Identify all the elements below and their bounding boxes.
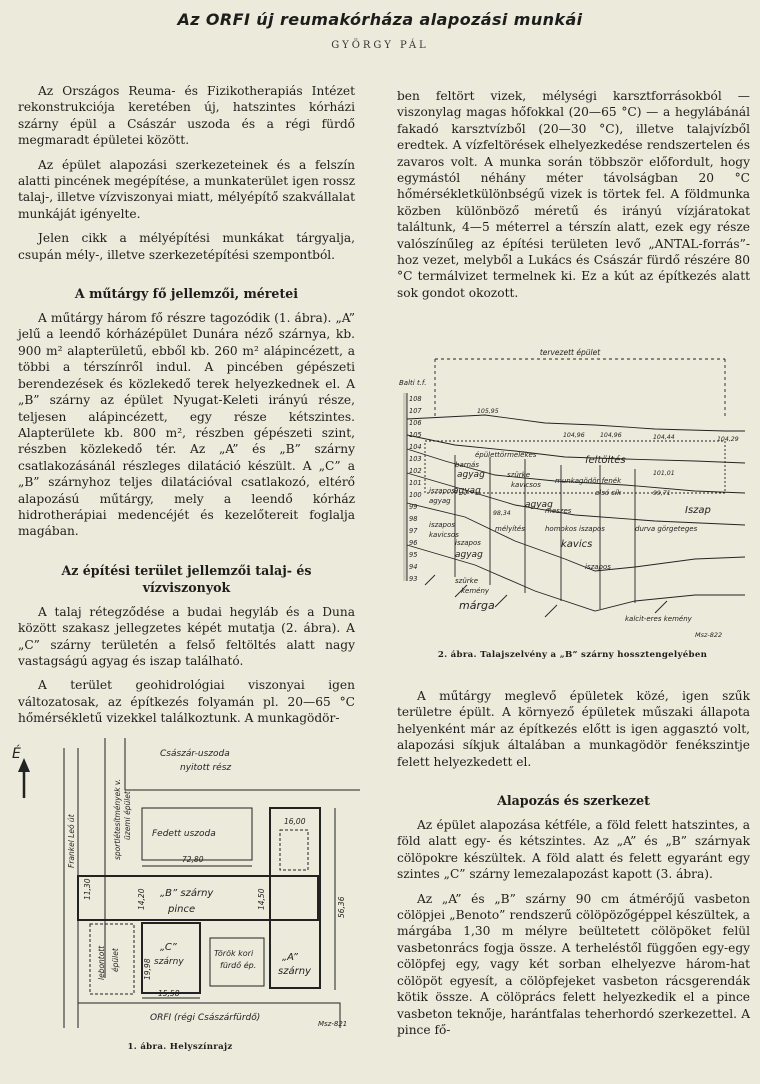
- soil-label: márga: [459, 599, 495, 612]
- soil-label: feltöltés: [585, 455, 626, 466]
- b-wing-basement-label: pince: [168, 904, 196, 915]
- level-tick: 94: [409, 563, 418, 571]
- drawing-stamp: Msz-821: [318, 1020, 348, 1028]
- paragraph: A talaj rétegződése a budai hegyláb és a Duna között szakasz jellegzetes képét mutatja (2. ábra). A „C” szárny területén a felső feltöltés alatt nagy vastagságú agyag és iszap található.: [18, 604, 355, 668]
- soil-label: kalcit-eres kemény: [625, 615, 692, 623]
- section-heading: A műtárgy fő jellemzői, méretei: [74, 286, 299, 302]
- spot-elevation: 98,34: [493, 510, 511, 517]
- soil-label: iszapos: [585, 563, 611, 571]
- level-tick: 103: [409, 455, 422, 463]
- dimension-label: 19,98: [143, 958, 152, 980]
- level-tick: 97: [409, 527, 418, 535]
- soil-label: épülettörmelékes: [475, 451, 537, 459]
- soil-label: iszapos: [429, 521, 455, 529]
- planned-building-label: tervezett épület: [539, 348, 601, 357]
- epulet-label: épület: [111, 948, 120, 972]
- level-tick: 101: [409, 479, 422, 487]
- spot-elevation: 104,96: [563, 432, 585, 439]
- spot-elevation: 99,71: [653, 490, 671, 497]
- c-wing-label: „C”: [160, 942, 177, 953]
- soil-label: agyag: [455, 550, 483, 560]
- level-tick: 105: [409, 431, 422, 439]
- soil-label: durva görgeteges: [635, 525, 698, 533]
- soil-label: alsó sík: [595, 489, 622, 497]
- axis-label: Balti t.f.: [399, 379, 427, 387]
- dimension-label: 14,20: [137, 888, 146, 910]
- soil-label: kavics: [561, 539, 593, 550]
- soil-label: iszapos: [429, 487, 455, 495]
- a-wing-label2: szárny: [278, 966, 311, 977]
- street-label: Frankel Leó út: [67, 814, 76, 868]
- level-tick: 96: [409, 539, 418, 547]
- c-wing-label2: szárny: [154, 957, 184, 967]
- soil-label: munkagödör fenék: [555, 477, 622, 485]
- paragraph: Az „A” és „B” szárny 90 cm átmérőjű vasbeton cölöpjei „Benoto” rendszerű cölöpözőgéppel készültek, a márgába 1,30 m mélyre beültetett cölöpöket felül vasbetonrács fogja össze. A terheléstől függően egy-egy cölöpfej egy, vagy két sorban elhelyezve három-hat cölöpöt egyesít, a cölöpfejeket vasbeton rácsgerendák kötik össze. A cölöprács felett helyezkedik el a pince vasbeton teknője, harántfalas teherhordó szerkezettel. A pince fő-: [397, 891, 750, 1037]
- orfi-label: ORFI (régi Császárfürdő): [150, 1013, 261, 1023]
- drawing-stamp: Msz-822: [695, 631, 723, 639]
- torok-furdo-label2: fürdő ép.: [220, 961, 257, 970]
- right-column-top: [397, 88, 750, 301]
- level-tick: 100: [409, 491, 422, 499]
- article-title: Az ORFI új reumakórháza alapozási munkái: [177, 10, 583, 29]
- sport-label: sportlétesítmények v.: [113, 778, 122, 860]
- soil-profile-drawing: [395, 345, 750, 645]
- spot-elevation: 101,01: [653, 470, 675, 477]
- spot-elevation: 104,96: [600, 432, 622, 439]
- level-tick: 104: [409, 443, 422, 451]
- soil-label: meszes: [545, 507, 572, 515]
- site-plan-drawing: [0, 728, 360, 1038]
- a-wing-label: „A”: [282, 952, 298, 963]
- level-tick: 95: [409, 551, 418, 559]
- article-author: GYÖRGY PÁL: [331, 40, 429, 51]
- soil-label: kemény: [461, 587, 490, 595]
- dimension-label: 11,30: [83, 878, 92, 900]
- paragraph: Az épület alapozása kétféle, a föld felett hatszintes, a föld alatt egy- és kétszintes. Az „A” és „B” szárnyak cölöpokre készültek. A föld alatt és felett egyaránt egy szintes „C” szárny lemezalapozást kapott (3. ábra).: [397, 818, 750, 882]
- dimension-label: 14,50: [257, 888, 266, 910]
- level-tick: 93: [409, 575, 418, 583]
- north-label: É: [12, 746, 21, 762]
- left-column: [18, 83, 355, 727]
- paragraph: ben feltört vizek, mélységi karsztforrásokból — viszonylag magas hőfokkal (20—65 °C) — a hegylábánál fakadó karsztvízből (20—30 °C), illetve talajvízből eredtek. A vízfeltörések elhelyezkedése rendszertelen és zavaros volt. A munka során többször előfordult, hogy egymástól néhány méter távolságban 20 °C hőmérsékletkülönbségű vizek is törtek fel. A földmunka közben különböző méretű és irányú vízjáratokat találtunk, 4—5 méterrel a térszín alatt, ezek egy része valószínűleg az építési területen levő „ANTAL-forrás”-hoz vezet, melyből a Lukács és Császár fürdő részére 80 °C termálvizet termelnek ki. Ez a kút az építkezés alatt sok gondot okozott.: [397, 89, 750, 300]
- site-plan-figure: [0, 728, 360, 1038]
- soil-label: agyag: [457, 470, 485, 480]
- soil-label: szürke: [507, 471, 530, 479]
- level-tick: 98: [409, 515, 418, 523]
- level-tick: 99: [409, 503, 418, 511]
- spot-elevation: 104,44: [653, 434, 675, 441]
- paragraph: A terület geohidrológiai viszonyai igen változatosak, az építkezés folyamán pl. 20—65 °C hőmérsékletű vizekkel találkoztunk. A munkagödör-: [18, 678, 355, 726]
- b-wing-label: „B” szárny: [160, 888, 214, 899]
- soil-label: Iszap: [685, 505, 711, 516]
- uzemi-label: üzemi épület: [123, 791, 132, 840]
- level-tick: 102: [409, 467, 422, 475]
- lebontott-label: lebontott: [97, 945, 106, 980]
- paragraph: Jelen cikk a mélyépítési munkákat tárgyalja, csupán mély-, illetve szerkezetépítési szempontból.: [18, 231, 355, 262]
- dimension-label: 15,58: [158, 989, 180, 998]
- soil-label: homokos iszapos: [545, 525, 605, 533]
- soil-profile-figure: [395, 345, 750, 645]
- paragraph: A műtárgy három fő részre tagozódik (1. ábra). „A” jelű a leendő kórházépület Dunára néző szárnya, kb. 900 m² alapterületű, ebből kb. 260 m² alápincézett, a többi a térszínről indul. A pincében gépészeti berendezések és közlekedő terek helyezkednek el. A „B” szárny az épület Nyugat-Keleti irányú része, teljesen alápincézett, egy része kétszintes. Alapterülete kb. 800 m², részben gépészeti szint, részben közlekedő tér. Az „A” és „B” szárny csatlakozásánál részleges dilatáció készült. A „C” a „B” szárnyhoz teljes dilatációval csatlakozó, eltérő alapozású műtárgy, mely a leendő kórház hidrotherápiai medencéjét és kezelőtereit foglalja magában.: [18, 311, 355, 539]
- paragraph: Az épület alapozási szerkezeteinek és a felszín alatti pincének megépítése, a munkaterület igen rossz talaj-, illetve vízviszonyai miatt, mélyépítő szakvállalat munkáját igényelte.: [18, 157, 355, 221]
- dimension-label: 16,00: [284, 817, 306, 826]
- soil-label: kavicsos: [429, 531, 459, 539]
- section-heading: Az építési terület jellemzői talaj- és vízviszonyok: [61, 562, 312, 595]
- dimension-label: 56,36: [337, 896, 346, 918]
- figure1-caption: 1. ábra. Helyszínrajz: [127, 1042, 233, 1052]
- soil-label: szürke: [455, 577, 478, 585]
- csaszar-uszoda-label: Császár-uszoda: [160, 749, 230, 759]
- level-tick: 107: [409, 407, 422, 415]
- dimension-label: 72,80: [182, 855, 204, 864]
- spot-elevation: 104,29: [717, 436, 739, 443]
- soil-label: iszapos: [455, 539, 481, 547]
- soil-label: kavicsos: [511, 481, 541, 489]
- spot-elevation: 105,95: [477, 408, 499, 415]
- right-column-bottom: [397, 688, 750, 1038]
- level-tick: 108: [409, 395, 422, 403]
- soil-label: agyag: [429, 497, 451, 505]
- level-tick: 106: [409, 419, 422, 427]
- paragraph: A műtárgy meglevő épületek közé, igen szűk területre épült. A környező épületek műszaki állapota helyenként már az építkezés előtt is igen aggasztó volt, alapozási síkjuk általában a munkagödör fenékszintje felett helyezkedett el.: [397, 689, 750, 769]
- fedett-uszoda-label: Fedett uszoda: [152, 829, 216, 839]
- torok-furdo-label: Török kori: [214, 949, 254, 958]
- soil-label: mélyítés: [495, 525, 525, 533]
- paragraph: Az Országos Reuma- és Fizikotherapiás Intézet rekonstrukciója keretében új, hatszintes kórházi szárny épül a Császár uszoda és a régi fürdő megmaradt épületei között.: [18, 84, 355, 148]
- soil-label: barnás: [455, 461, 479, 469]
- soil-label: agyag: [453, 486, 481, 496]
- figure2-caption: 2. ábra. Talajszelvény a „B” szárny hossztengelyében: [437, 650, 708, 660]
- soil-label: agyag: [525, 500, 553, 510]
- section-heading: Alapozás és szerkezet: [497, 793, 650, 809]
- nyitott-resz-label: nyitott rész: [180, 763, 232, 773]
